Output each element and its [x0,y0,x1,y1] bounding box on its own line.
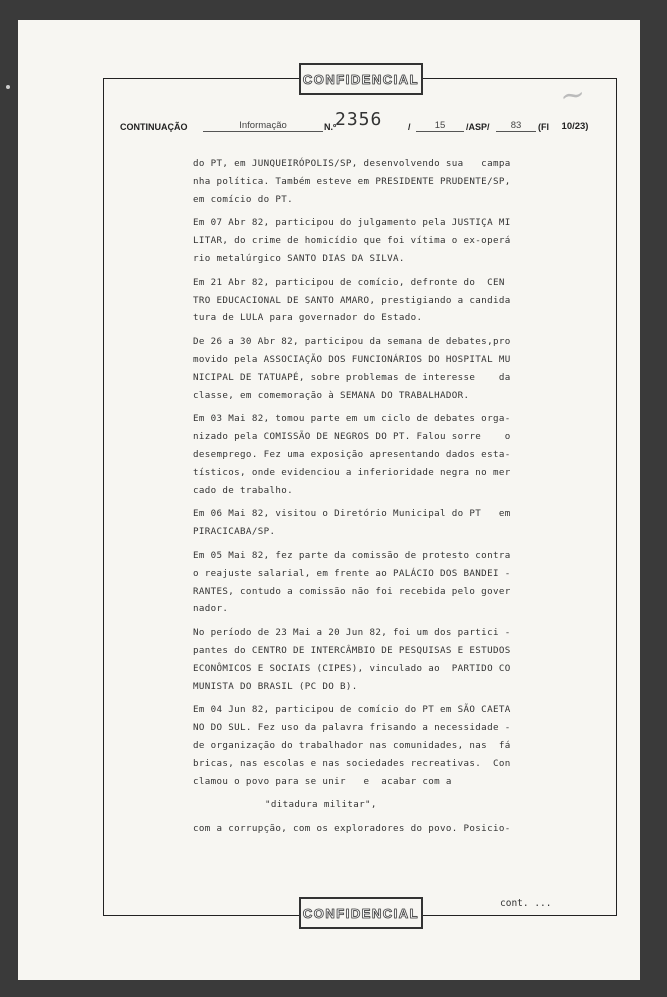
paragraph: Em 07 Abr 82, participou do julgamento pela JUSTIÇA MI LITAR, do crime de homicídio que foi vítima o ex-operá rio metalúrgico SANTO DIAS DA SILVA. [193,217,511,264]
folio-label: (Fl [538,122,549,132]
document-number: 2356 [335,109,383,130]
confidential-stamp-top [299,63,423,95]
paragraph: Em 05 Mai 82, fez parte da comissão de protesto contra o reajuste salarial, em frente ao PALÁCIO DOS BANDEI - RANTES, contudo a comissão não foi recebida pelo gover nador. [193,549,511,615]
quoted-phrase: "ditadura militar", [265,799,377,811]
handwritten-initials: ~ [557,76,588,115]
paragraph: Em 04 Jun 82, participou de comício do PT em SÃO CAETA NO DO SUL. Fez uso da palavra frisando a necessidade - de organização do trabalhador nas comunidades, nas fá bricas, nas escolas e nas sociedades recreativas. Con clamou o povo para se unir e acabar com a [193,704,511,787]
paragraph: De 26 a 30 Abr 82, participou da semana de debates,pro movido pela ASSOCIAÇÃO DOS FUNCIONÁRIOS DO HOSPITAL MU NICIPAL DE TATUAPÉ, sobre problemas de interesse da classe, em comemoração à SEMANA DO TRABALHADOR. [193,336,511,401]
document-body [193,155,603,844]
paragraph: Em 06 Mai 82, visitou o Diretório Municipal do PT em PIRACICABA/SP. [193,508,511,538]
number-label: N.º [324,122,337,132]
doc-type-field: Informação [203,120,323,132]
paragraph: Em 03 Mai 82, tomou parte em um ciclo de debates orga- nizado pela COMISSÃO DE NEGROS DO PT. Falou sorre o desemprego. Fez uma exposição apresentando dados esta- tísticos, onde evidenciou a inferioridade negra no mer cado de trabalho. [193,413,511,496]
confidential-stamp-text: CONFIDENCIAL [302,905,420,921]
punch-hole-mark [6,85,10,89]
continuation-note: cont. ... [500,898,552,909]
paragraph: No período de 23 Mai a 20 Jun 82, foi um dos partici - pantes do CENTRO DE INTERCÂMBIO DE PESQUISAS E ESTUDOS ECONÔMICOS E SOCIAIS (CIPES), vinculado ao PARTIDO CO MUNISTA DO BRASIL (PC DO B). [193,627,511,692]
folio-number: 10/23) [561,121,589,132]
year-field: 83 [496,120,536,132]
confidential-stamp-text: CONFIDENCIAL [302,71,420,87]
paragraph: do PT, em JUNQUEIRÓPOLIS/SP, desenvolvendo sua campa nha política. Também esteve em PRESIDENTE PRUDENTE/SP, em comício do PT. [193,158,511,205]
continuacao-label: CONTINUAÇÃO [120,122,188,132]
asp-label: /ASP/ [466,122,490,132]
confidential-stamp-bottom [299,897,423,929]
last-line: com a corrupção, com os exploradores do povo. Posicio- [193,823,511,835]
day-field: 15 [416,120,464,132]
paragraph: Em 21 Abr 82, participou de comício, defronte do CEN TRO EDUCACIONAL DE SANTO AMARO, prestigiando a candida tura de LULA para governador do Estado. [193,276,511,324]
document-header: CONTINUAÇÃO Informação N.º 2356 / 15 /ASP/ 83 (Fl 10/23) [120,112,620,136]
